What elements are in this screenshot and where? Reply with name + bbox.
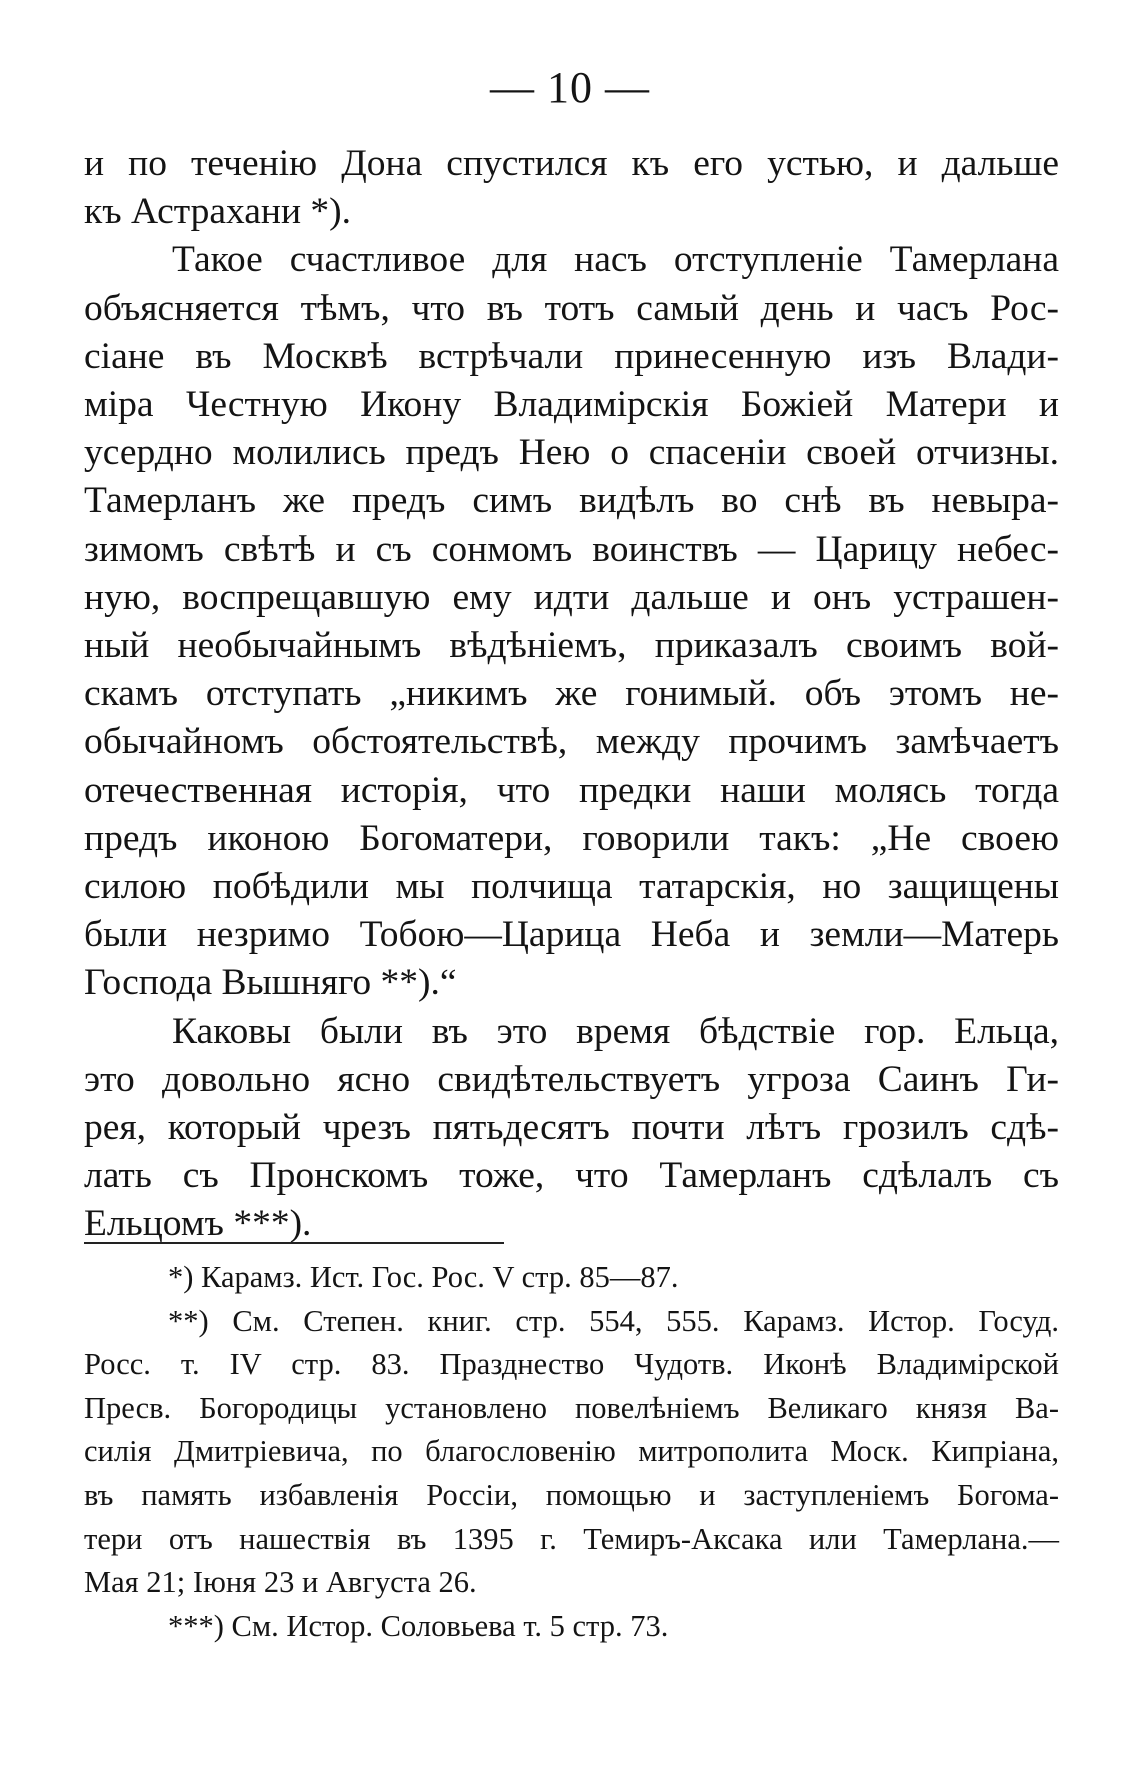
text-line: къ Астрахани *). [84, 191, 352, 233]
footnote-line: **) См. Степен. книг. стр. 554, 555. Карамз. Истор. Госуд. [168, 1303, 1059, 1338]
footnote-line: въ память избавленія Россіи, помощью и заступленіемъ Богома- [84, 1477, 1059, 1512]
text-line: Господа Вышняго **).“ [84, 962, 457, 1004]
footnote-line: ***) См. Истор. Соловьева т. 5 стр. 73. [168, 1608, 669, 1643]
text-line: объясняется тѣмъ, что въ тотъ самый день и часъ Рос- [84, 287, 1059, 329]
text-line: и по теченію Дона спустился къ его устью, и дальше [84, 143, 1059, 184]
text-line: предъ иконою Богоматери, говорили такъ: „Не своею [84, 817, 1059, 859]
main-text [84, 140, 1059, 1249]
footnote-line: Мая 21; Іюня 23 и Августа 26. [84, 1565, 477, 1600]
text-line: рея, который чрезъ пятьдесятъ почти лѣтъ грозилъ сдѣ- [84, 1107, 1059, 1149]
text-line: Каковы были въ это время бѣдствіе гор. Ельца, [172, 1010, 1059, 1052]
footnotes [84, 1256, 1059, 1648]
text-line: Тамерланъ же предъ симъ видѣлъ во снѣ въ невыра- [84, 480, 1059, 522]
text-line: обычайномъ обстоятельствѣ, между прочимъ замѣчаетъ [84, 721, 1059, 763]
text-line: усердно молились предъ Нею о спасеніи своей отчизны. [84, 432, 1059, 474]
footnote-line: Пресв. Богородицы установлено повелѣніемъ Великаго князя Ва- [84, 1390, 1059, 1425]
text-line: ный необычайнымъ вѣдѣніемъ, приказалъ своимъ вой- [84, 625, 1059, 667]
footnote-line: тери отъ нашествія въ 1395 г. Темиръ-Аксака или Тамерлана.— [84, 1521, 1059, 1556]
text-line: отечественная исторія, что предки наши молясь тогда [84, 769, 1059, 811]
text-line: міра Честную Икону Владимірскія Божіей Матери и [84, 384, 1059, 426]
text-line: Такое счастливое для насъ отступленіе Тамерлана [172, 239, 1059, 281]
page-number: — 10 — [490, 63, 650, 112]
text-line: скамъ отступать „никимъ же гонимый. объ этомъ не- [84, 673, 1059, 715]
footnote-line: силія Дмитріевича, по благословенію митрополита Моск. Кипріана, [84, 1434, 1059, 1469]
text-line: зимомъ свѣтѣ и съ сонмомъ воинствъ — Царицу небес- [84, 528, 1059, 570]
text-line: это довольно ясно свидѣтельствуетъ угроза Саинъ Ги- [84, 1058, 1059, 1100]
footnote-line: *) Карамз. Ист. Гос. Рос. V стр. 85—87. [168, 1260, 679, 1294]
text-line: силою побѣдили мы полчища татарскія, но защищены [84, 866, 1059, 908]
footnote-divider [84, 1242, 504, 1244]
text-line: были незримо Тобою—Царица Неба и земли—Матерь [84, 914, 1059, 956]
text-line: сіане въ Москвѣ встрѣчали принесенную изъ Влади- [84, 335, 1059, 377]
footnote-line: Росс. т. IV стр. 83. Празднество Чудотв. Иконѣ Владимірской [84, 1347, 1059, 1382]
text-line: лать съ Пронскомъ тоже, что Тамерланъ сдѣлалъ съ [84, 1155, 1059, 1197]
text-line: Ельцомъ ***). [84, 1203, 312, 1245]
text-line: ную, воспрещавшую ему идти дальше и онъ устрашен- [84, 576, 1059, 618]
